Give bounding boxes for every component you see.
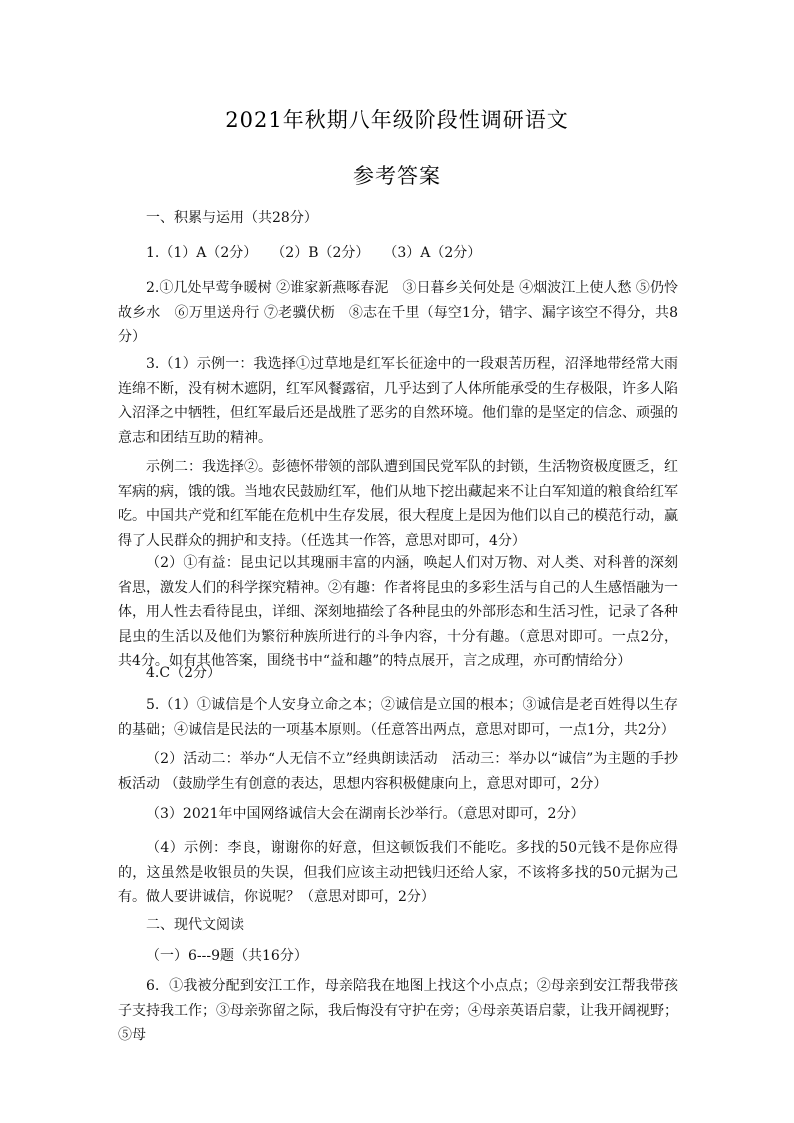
answer-q6: 6．①我被分配到安江工作，母亲陪我在地图上找这个小点点；②母亲到安江帮我带孩子支持我工作；③母亲弥留之际，我后悔没有守护在旁；④母亲英语启蒙，让我开阔视野；⑤母	[118, 978, 678, 1043]
answer-q5-3: （3）2021年中国网络诚信大会在湖南长沙举行。（意思对即可，2分）	[146, 806, 585, 822]
page-title: 2021年秋期八年级阶段性调研语文	[225, 108, 569, 132]
section-heading-2: 二、现代文阅读	[146, 917, 244, 933]
answer-q5-2: （2）活动二：举办“人无信不立”经典朗读活动 活动三：举办以“诚信”为主题的手抄板活动 （鼓励学生有创意的表达，思想内容积极健康向上，意思对即可，2分）	[118, 751, 678, 792]
answer-q4: 4.C（2分）	[146, 665, 221, 681]
answer-q3-1: 3.（1）示例一：我选择①过草地是红军长征途中的一段艰苦历程，沼泽地带经常大雨连绵不断，没有树木遮阴，红军风餐露宿，几乎达到了人体所能承受的生存极限，许多人陷入沼泽之中牺牲，但红军最后还是战胜了恶劣的自然环境。他们靠的是坚定的信念、顽强的意志和团结互助的精神。	[118, 356, 678, 446]
answer-q3-example2: 示例二：我选择②。彭德怀带领的部队遭到国民党军队的封锁，生活物资极度匮乏，红军病的病，饿的饿。当地农民鼓励红军，他们从地下挖出藏起来不让白军知道的粮食给红军吃。中国共产党和红军能在危机中生存发展，很大程度上是因为他们以自己的模范行动，赢得了人民群众的拥护和支持。（任选其一作答，意思对即可，4分）	[118, 459, 678, 549]
answer-q1: 1.（1）A（2分） （2）B（2分） （3）A（2分）	[146, 245, 482, 261]
answer-q5-4: （4）示例：李良，谢谢你的好意，但这顿饭我们不能吃。多找的50元钱不是你应得的，这虽然是收银员的失误，但我们应该主动把钱归还给人家，不该将多找的50元据为己有。做人要讲诚信，你说呢？（意思对即可，2分）	[118, 840, 678, 905]
section-heading-1: 一、积累与运用（共28分）	[146, 210, 318, 226]
answer-q5-1: 5.（1）①诚信是个人安身立命之本；②诚信是立国的根本；③诚信是老百姓得以生存的基础；④诚信是民法的一项基本原则。（任意答出两点，意思对即可，一点1分，共2分）	[118, 697, 678, 738]
answer-q2: 2.①几处早莺争暖树 ②谁家新燕啄春泥 ③日暮乡关何处是 ④烟波江上使人愁 ⑤仍怜故乡水 ⑥万里送舟行 ⑦老骥伏枥 ⑧志在千里（每空1分，错字、漏字该空不得分，共8分）	[118, 280, 678, 345]
subsection-heading-1: （一）6---9题（共16分）	[146, 948, 308, 964]
answer-q3-2: （2）①有益：昆虫记以其瑰丽丰富的内涵，唤起人们对万物、对人类、对科普的深刻省思，激发人们的科学探究精神。②有趣：作者将昆虫的多彩生活与自己的人生感悟融为一体，用人性去看待昆虫，详细、深刻地描绘了各种昆虫的外部形态和生活习性，记录了各种昆虫的生活以及他们为繁衍种族所进行的斗争内容，十分有趣。（意思对即可。一点2分，共4分。如有其他答案，围绕书中“益和趣”的特点展开，言之成理，亦可酌情给分）	[118, 555, 678, 669]
page-subtitle: 参考答案	[353, 164, 441, 188]
